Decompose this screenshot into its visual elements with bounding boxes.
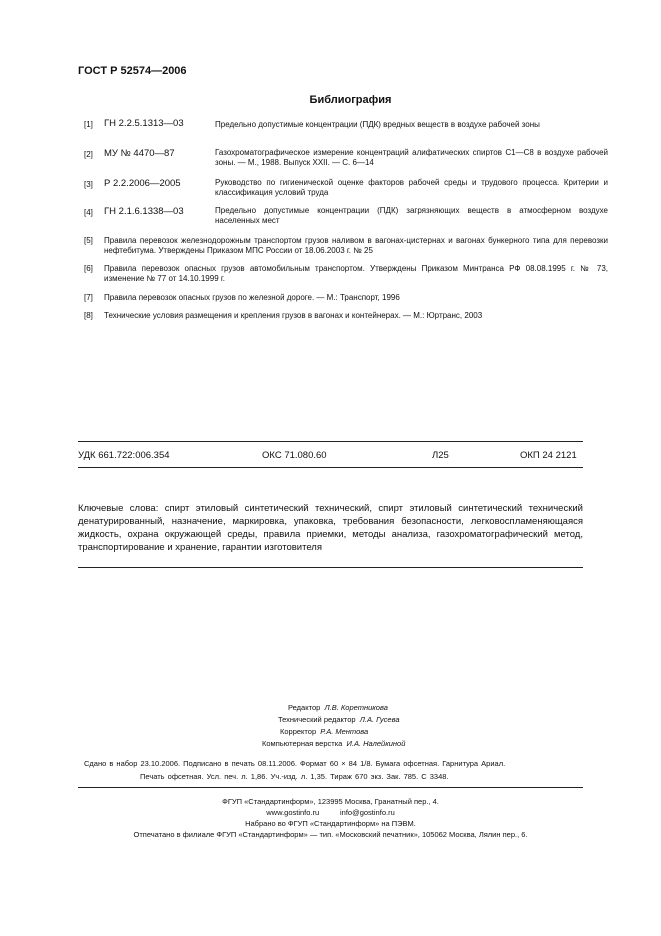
l-code: Л25 xyxy=(432,450,449,461)
item-text: Руководство по гигиенической оценке факторов рабочей среды и трудового процесса. Критерии и классификация условий труда xyxy=(215,178,608,197)
item-text: Газохроматографическое измерение концентраций алифатических спиртов C1—C8 в воздухе рабочей зоны. — М., 1988. Выпуск XXII. — С. 6—14 xyxy=(215,148,608,167)
credit-tech-editor xyxy=(278,715,400,724)
item-number: [4] xyxy=(84,208,93,217)
item-text: Предельно допустимые концентрации (ПДК) вредных веществ в воздухе рабочей зоны xyxy=(215,120,540,129)
credit-role: Компьютерная верстка xyxy=(262,739,343,748)
item-number: [7] xyxy=(84,293,93,302)
imprint-line-1: Сдано в набор 23.10.2006. Подписано в печать 08.11.2006. Формат 60 × 84 1/8. Бумага офсетная. Гарнитура Ариал. xyxy=(84,759,506,768)
credit-role: Редактор xyxy=(288,703,321,712)
oks-code: ОКС 71.080.60 xyxy=(262,450,327,461)
credit-name: И.А. Налейкиной xyxy=(346,739,406,748)
item-number: [5] xyxy=(84,236,93,245)
publisher-contacts: www.gostinfo.ru info@gostinfo.ru xyxy=(266,808,395,817)
imprint-line-2: Печать офсетная. Усл. печ. л. 1,86. Уч.-изд. л. 1,35. Тираж 670 экз. Зак. 785. С 3348. xyxy=(140,772,449,781)
item-number: [8] xyxy=(84,311,93,320)
divider-imprint xyxy=(78,787,583,788)
credit-editor xyxy=(288,703,388,712)
credit-layout xyxy=(262,739,405,748)
item-text: Правила перевозок железнодорожным транспортом грузов наливом в вагонах-цистернах и вагонах бункерного типа для перевозки нефтебитума. Утверждены Приказом МПС России от 18.06.2003 г. № 25 xyxy=(104,236,608,255)
okp-code: ОКП 24 2121 xyxy=(520,450,577,461)
bibliography-title: Библиография xyxy=(309,94,392,106)
item-number: [6] xyxy=(84,264,93,273)
item-text: Технические условия размещения и крепления грузов в вагонах и контейнерах. — М.: Юртранс, 2003 xyxy=(104,311,483,320)
credit-role: Технический редактор xyxy=(278,715,356,724)
divider-bottom xyxy=(78,567,583,568)
credit-name: Р.А. Ментова xyxy=(320,727,369,736)
udk-code: УДК 661.722:006.354 xyxy=(78,450,170,461)
item-text: Предельно допустимые концентрации (ПДК) загрязняющих веществ в атмосферном воздухе населенных мест xyxy=(215,206,608,225)
divider-top xyxy=(78,441,583,442)
credit-name: Л.В. Коретникова xyxy=(324,703,388,712)
item-text: Правила перевозок опасных грузов автомобильным транспортом. Утверждены Приказом Минтранса РФ 08.08.1995 г. № 73, изменение № 77 от 14.10.1999 г. xyxy=(104,264,608,283)
publisher-address: ФГУП «Стандартинформ», 123995 Москва, Гранатный пер., 4. xyxy=(222,797,439,806)
item-code: МУ № 4470—87 xyxy=(104,148,175,159)
item-number: [2] xyxy=(84,150,93,159)
item-number: [1] xyxy=(84,120,93,129)
credit-name: Л.А. Гусева xyxy=(359,715,400,724)
item-code: ГН 2.1.6.1338—03 xyxy=(104,206,184,217)
document-code-header: ГОСТ Р 52574—2006 xyxy=(78,65,187,77)
print-note: Отпечатано в филиале ФГУП «Стандартинформ» — тип. «Московский печатник», 105062 Москва, Лялин пер., 6. xyxy=(133,830,528,839)
item-number: [3] xyxy=(84,180,93,189)
item-code: ГН 2.2.5.1313—03 xyxy=(104,118,184,129)
credit-corrector xyxy=(280,727,368,736)
item-code: Р 2.2.2006—2005 xyxy=(104,178,181,189)
typeset-note: Набрано во ФГУП «Стандартинформ» на ПЭВМ. xyxy=(245,819,416,828)
keywords-paragraph: Ключевые слова: спирт этиловый синтетический технический, спирт этиловый синтетический технический денатурированный, назначение, маркировка, упаковка, требования безопасности, легковоспламеняющаяся жидкость, охрана окружающей среды, правила приемки, методы анализа, газохроматографический метод, транспортирование и хранение, гарантии изготовителя xyxy=(78,503,583,553)
divider-mid xyxy=(78,467,583,468)
item-text: Правила перевозок опасных грузов по железной дороге. — М.: Транспорт, 1996 xyxy=(104,293,400,302)
credit-role: Корректор xyxy=(280,727,317,736)
